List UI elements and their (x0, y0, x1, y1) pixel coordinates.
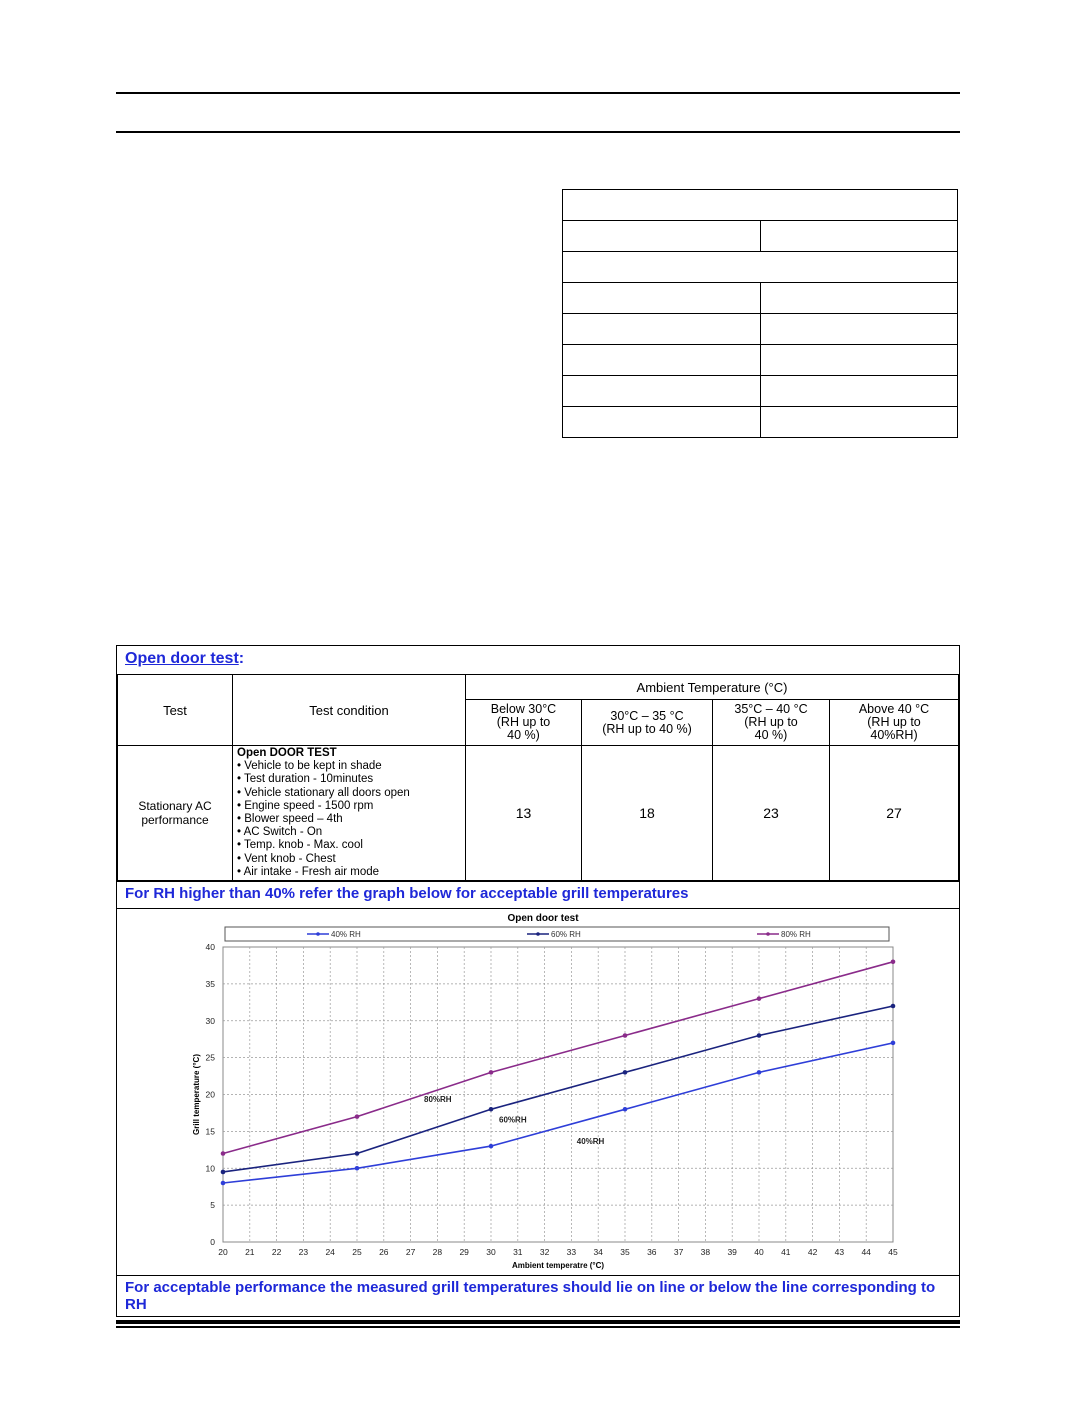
x-tick-label: 38 (700, 1247, 711, 1257)
x-tick-label: 43 (834, 1247, 845, 1257)
condition-list (237, 760, 461, 879)
series-point (355, 1114, 360, 1119)
condition-item: • AC Switch - On (237, 826, 323, 839)
legend-marker-3 (766, 932, 770, 936)
series-annotation: 40%RH (576, 1136, 605, 1146)
row-test-conditions (233, 746, 466, 881)
x-tick-label: 28 (432, 1247, 443, 1257)
condition-item: • Test duration - 10minutes (237, 773, 374, 786)
value-below-30: 13 (466, 746, 582, 881)
info-cell (563, 252, 958, 283)
series-point (623, 1107, 628, 1112)
x-tick-label: 40 (754, 1247, 764, 1257)
y-tick-label: 5 (210, 1200, 215, 1211)
grill-temperature-chart (117, 909, 959, 1275)
info-cell (563, 221, 761, 252)
info-cell (563, 283, 761, 314)
x-tick-label: 25 (352, 1247, 362, 1257)
footer-rule-thin (116, 1326, 960, 1328)
condition-item: • Temp. knob - Max. cool (237, 839, 363, 852)
x-tick-label: 26 (379, 1247, 389, 1257)
header-line: 30°C – 35 °C (610, 708, 684, 723)
row-test-line: performance (141, 813, 209, 828)
header-col-above-40 (830, 700, 959, 746)
header-col-35-40 (713, 700, 830, 746)
series-point (757, 1033, 762, 1038)
x-tick-label: 44 (861, 1247, 871, 1257)
condition-item: • Vent knob - Chest (237, 852, 336, 865)
x-tick-label: 27 (405, 1247, 416, 1257)
series-point (757, 1070, 762, 1075)
header-line: (RH up to (496, 715, 551, 729)
y-tick-label: 40 (205, 942, 215, 952)
x-tick-label: 35 (620, 1247, 630, 1257)
series-point (355, 1166, 360, 1171)
spec-table (117, 674, 959, 881)
y-axis-label: Grill temperature (°C) (192, 1054, 201, 1135)
y-tick-label: 30 (205, 1015, 215, 1026)
series-annotation: 60%RH (499, 1115, 527, 1125)
header-line: 40%RH) (870, 728, 918, 742)
series-point (891, 959, 896, 964)
x-tick-label: 33 (566, 1247, 577, 1257)
series-point (489, 1107, 494, 1112)
x-axis-label: Ambient temperatre (°C) (511, 1261, 605, 1270)
info-cell (761, 345, 958, 376)
header-condition: Test condition (233, 675, 466, 746)
x-tick-label: 42 (807, 1247, 818, 1257)
header-col-30-35 (582, 700, 713, 746)
note-rh-higher: For RH higher than 40% refer the graph below for acceptable grill temperatures (117, 881, 959, 909)
y-tick-label: 35 (205, 978, 215, 989)
x-tick-label: 21 (245, 1247, 255, 1257)
header-line: Below 30°C (490, 702, 557, 716)
x-tick-label: 24 (325, 1247, 335, 1257)
value-35-40: 23 (713, 746, 830, 881)
value-above-40: 27 (830, 746, 959, 881)
header-line: Above 40 °C (858, 702, 930, 716)
legend-label-3: 80% RH (781, 930, 811, 939)
x-tick-label: 41 (781, 1247, 791, 1257)
row-test-line: Stationary AC (138, 799, 212, 814)
chart-container (117, 909, 959, 1276)
legend-label-2: 60% RH (551, 930, 581, 939)
row-test-name (118, 746, 233, 881)
series-point (891, 1041, 896, 1046)
info-cell (761, 314, 958, 345)
value-30-35: 18 (582, 746, 713, 881)
x-tick-label: 45 (888, 1247, 898, 1257)
header-ambient: Ambient Temperature (°C) (466, 675, 959, 700)
chart-title: Open door test (507, 913, 579, 924)
info-cell (761, 376, 958, 407)
x-tick-label: 39 (727, 1247, 737, 1257)
condition-item: • Air intake - Fresh air mode (237, 865, 380, 878)
y-tick-label: 20 (205, 1089, 215, 1100)
x-tick-label: 22 (271, 1247, 282, 1257)
series-point (355, 1151, 360, 1156)
header-rule-bottom (116, 131, 960, 133)
condition-item: • Engine speed - 1500 rpm (237, 799, 374, 812)
y-tick-label: 25 (205, 1052, 215, 1063)
info-table (562, 189, 958, 438)
header-line: (RH up to (744, 715, 798, 729)
info-cell (563, 376, 761, 407)
header-rule-top (116, 92, 960, 94)
legend-marker-2 (536, 932, 540, 936)
x-tick-label: 31 (513, 1247, 523, 1257)
series-point (489, 1144, 494, 1149)
x-tick-label: 30 (486, 1247, 496, 1257)
series-point (221, 1181, 226, 1186)
info-cell (761, 283, 958, 314)
info-cell (563, 190, 958, 221)
condition-item: • Vehicle stationary all doors open (237, 786, 410, 799)
condition-title: Open DOOR TEST (237, 747, 337, 759)
series-point (489, 1070, 494, 1075)
header-line: (RH up to (867, 715, 921, 729)
header-test: Test (118, 675, 233, 746)
open-door-test-block (116, 645, 960, 1317)
header-line: (RH up to 40 %) (602, 721, 692, 736)
info-cell (761, 221, 958, 252)
series-point (891, 1004, 896, 1009)
y-tick-label: 0 (210, 1237, 215, 1247)
x-tick-label: 32 (539, 1247, 550, 1257)
series-point (623, 1033, 628, 1038)
header-col-below-30 (466, 700, 582, 746)
x-tick-label: 36 (647, 1247, 657, 1257)
condition-item: • Vehicle to be kept in shade (237, 760, 382, 773)
section-title-colon: : (238, 650, 245, 667)
series-point (221, 1151, 226, 1156)
section-title-text: Open door test (125, 650, 239, 667)
header-line: 40 %) (507, 728, 540, 742)
legend-marker-1 (316, 932, 320, 936)
y-tick-label: 10 (205, 1163, 215, 1174)
header-line: 35°C – 40 °C (734, 702, 808, 716)
x-tick-label: 37 (673, 1247, 684, 1257)
x-tick-label: 34 (593, 1247, 603, 1257)
x-tick-label: 20 (218, 1247, 228, 1257)
series-point (623, 1070, 628, 1075)
series-point (221, 1170, 226, 1175)
info-cell (563, 407, 761, 438)
section-title (125, 650, 244, 668)
footer-rule-thick (116, 1320, 960, 1324)
y-tick-label: 15 (205, 1126, 215, 1137)
series-annotation: 80%RH (424, 1094, 452, 1104)
condition-item: • Blower speed – 4th (237, 813, 343, 826)
info-cell (563, 314, 761, 345)
x-tick-label: 23 (298, 1247, 309, 1257)
info-cell (563, 345, 761, 376)
note-acceptable-performance: For acceptable performance the measured grill temperatures should lie on line or below the line corresponding to RH (125, 1279, 936, 1313)
header-line: 40 %) (754, 728, 788, 742)
x-tick-label: 29 (459, 1247, 469, 1257)
series-point (757, 996, 762, 1001)
info-cell (761, 407, 958, 438)
legend-label-1: 40% RH (331, 930, 361, 939)
